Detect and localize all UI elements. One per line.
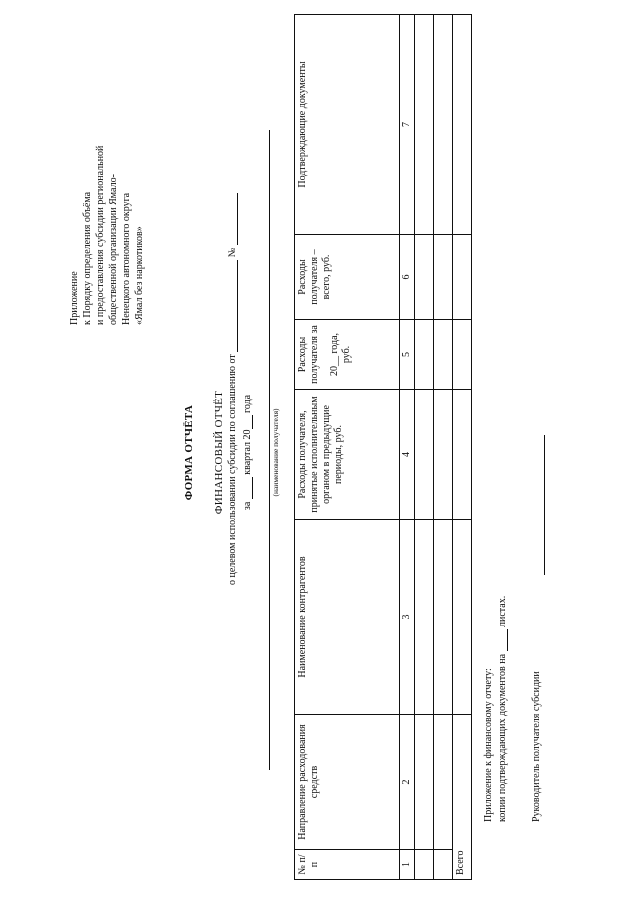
- quarter-blank: [242, 477, 253, 499]
- table-cell: [415, 520, 434, 715]
- appendix-line: Ненецкого автономного округа: [121, 192, 132, 325]
- table-cell: [415, 320, 434, 390]
- header-contractors: Наименование контрагентов: [295, 520, 400, 715]
- header-period-expenses-year: 20__ года, руб.: [329, 332, 352, 377]
- column-number: 2: [400, 715, 415, 850]
- report-title: ФИНАНСОВЫЙ ОТЧЁТ: [213, 390, 225, 515]
- table-cell: [434, 15, 453, 235]
- year-blank: [242, 415, 253, 429]
- table-cell: [434, 235, 453, 320]
- total-label: Всего: [453, 715, 472, 880]
- appendix-note: [68, 146, 146, 325]
- number-label: №: [227, 247, 238, 258]
- financial-report-table: [294, 14, 472, 880]
- agreement-date-blank: [227, 260, 238, 352]
- agreement-number-blank: [227, 193, 238, 245]
- column-number: 4: [400, 390, 415, 520]
- column-number-row: [400, 15, 415, 880]
- table-cell: [415, 15, 434, 235]
- table-cell: [415, 235, 434, 320]
- signature-line: [544, 435, 545, 575]
- period-prefix: за: [242, 501, 253, 511]
- report-period: [242, 0, 253, 905]
- column-number: 5: [400, 320, 415, 390]
- sheets-count-blank: [497, 629, 508, 651]
- recipient-caption: (наименование получателя): [271, 408, 280, 497]
- appendix-line: «Ямал без наркотиков»: [134, 226, 145, 325]
- table-row: [434, 15, 453, 880]
- appendix-line: общественной организации Ямало-: [108, 174, 119, 325]
- header-row-number: № п/п: [295, 850, 400, 880]
- table-cell: [415, 390, 434, 520]
- recipient-line: [269, 130, 270, 770]
- appendix-line: Приложение: [69, 271, 80, 325]
- header-period-expenses: [295, 320, 400, 390]
- appendix-line: и предоставления субсидии региональной: [95, 145, 106, 325]
- table-cell: [415, 715, 434, 850]
- header-total-expenses: Расходы получателя – всего, руб.: [295, 235, 400, 320]
- table-cell: [453, 15, 472, 235]
- attachment-line: [497, 596, 508, 822]
- column-number: 3: [400, 520, 415, 715]
- column-number: 1: [400, 850, 415, 880]
- table-cell: [453, 390, 472, 520]
- table-cell: [434, 850, 453, 880]
- subtitle-prefix: о целевом использовании субсидии по соглашению от: [227, 354, 238, 585]
- table-cell: [434, 520, 453, 715]
- form-title: ФОРМА ОТЧЁТА: [183, 404, 195, 501]
- table-cell: [434, 320, 453, 390]
- total-row: [453, 15, 472, 880]
- table-cell: [453, 520, 472, 715]
- period-year: года: [242, 394, 253, 413]
- header-supporting-documents: Подтверждающие документы: [295, 15, 400, 235]
- report-subtitle: [227, 193, 238, 585]
- column-number: 6: [400, 235, 415, 320]
- signer-label: Руководитель получателя субсидии: [531, 671, 542, 822]
- table-cell: [415, 850, 434, 880]
- attachment-title: Приложение к финансовому отчету:: [483, 668, 494, 822]
- header-expense-direction: Направление расходования средств: [295, 715, 400, 850]
- period-quarter: квартал 20: [242, 429, 253, 475]
- table-header-row: [295, 15, 400, 880]
- table-cell: [453, 320, 472, 390]
- table-cell: [453, 235, 472, 320]
- header-previous-expenses: Расходы получателя, принятые исполнительным органом в предыдущие периоды, руб.: [295, 390, 400, 520]
- table-cell: [434, 390, 453, 520]
- column-number: 7: [400, 15, 415, 235]
- attachment-prefix: копии подтверждающих документов на: [497, 653, 508, 822]
- table-cell: [434, 715, 453, 850]
- table-row: [415, 15, 434, 880]
- header-period-expenses-text: Расходы получателя за: [297, 325, 320, 384]
- attachment-suffix: листах.: [497, 595, 508, 627]
- appendix-line: к Порядку определения объёма: [82, 191, 93, 325]
